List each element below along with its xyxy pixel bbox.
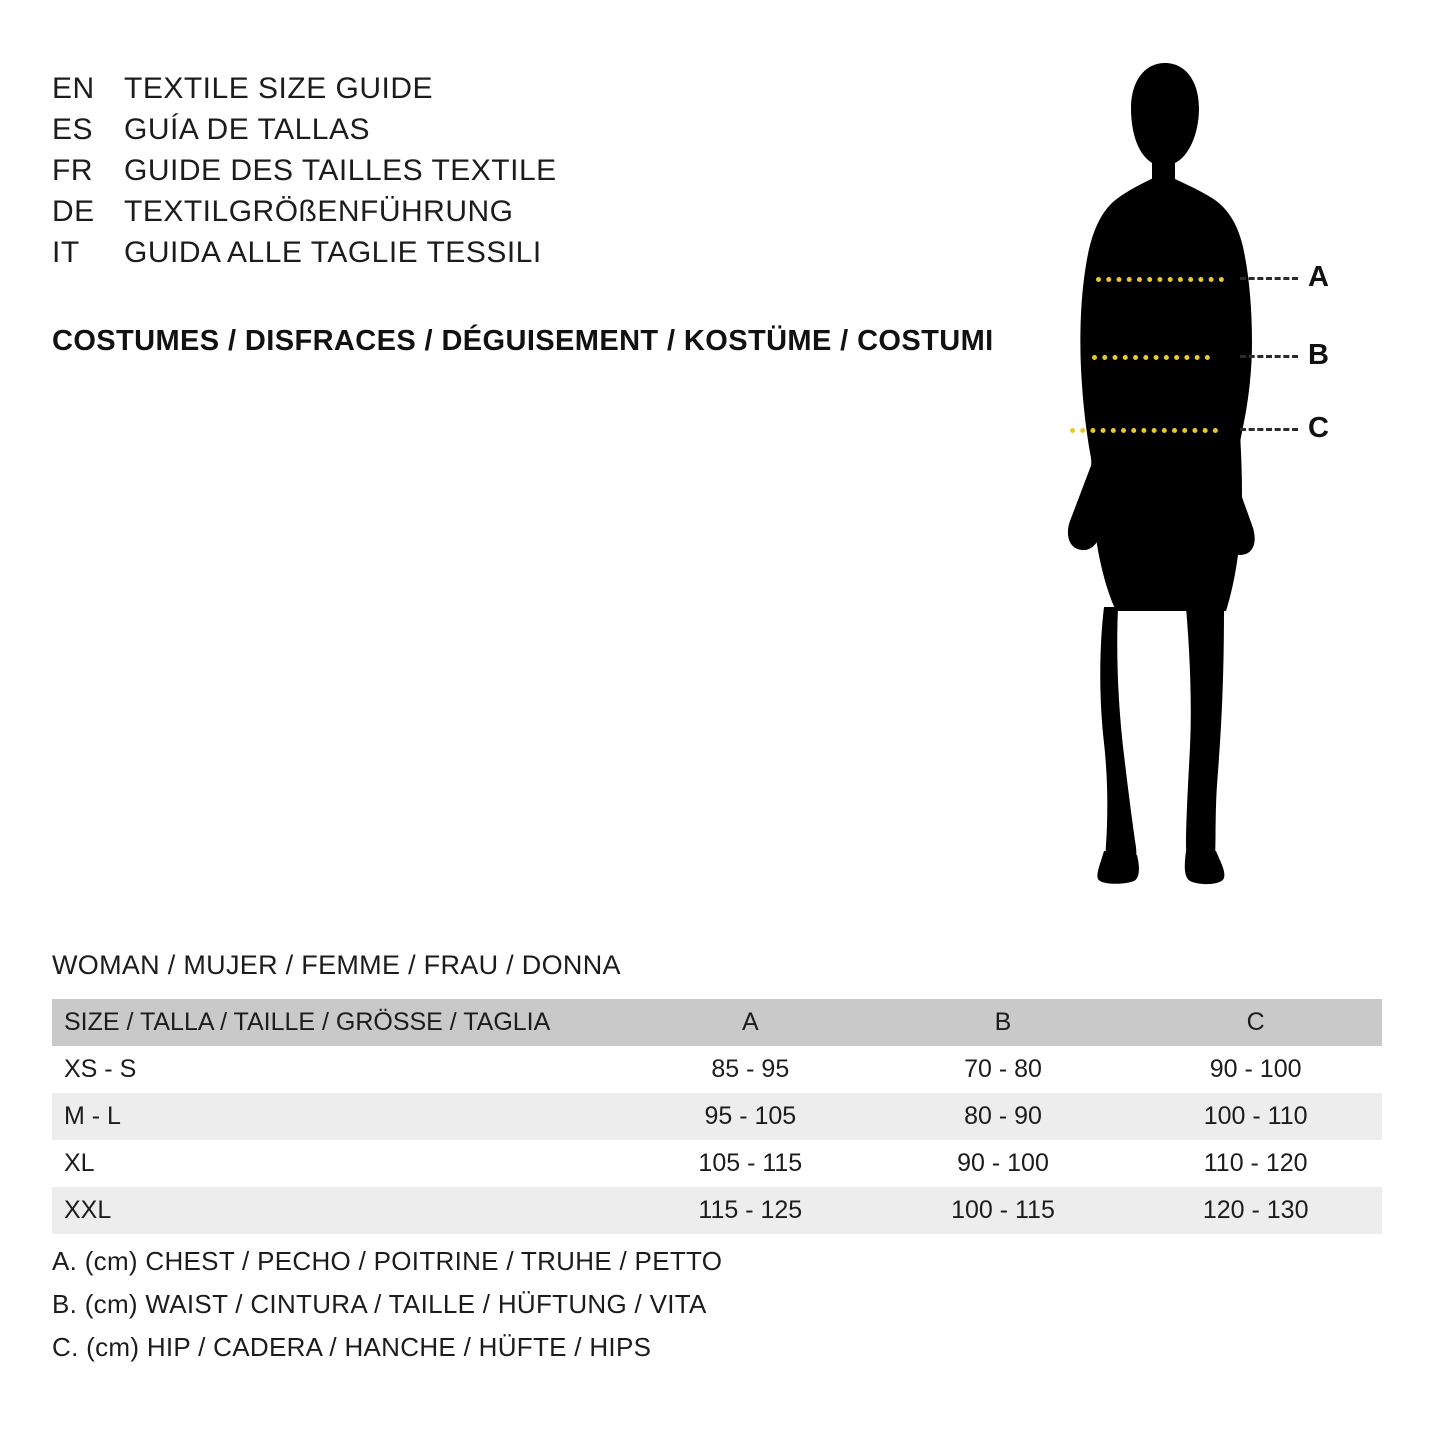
column-header-size: SIZE / TALLA / TAILLE / GRÖSSE / TAGLIA — [64, 1008, 551, 1036]
measure-label-a: A — [1308, 261, 1329, 293]
measure-label-c: C — [1308, 412, 1329, 444]
language-code: FR — [52, 154, 93, 187]
language-row — [52, 236, 952, 277]
table-caption: WOMAN / MUJER / FEMME / FRAU / DONNA — [52, 950, 621, 980]
costumes-subtitle: COSTUMES / DISFRACES / DÉGUISEMENT / KOSTÜME / COSTUMI — [52, 325, 994, 357]
cell-size: M - L — [64, 1102, 121, 1130]
cell-b: 90 - 100 — [957, 1149, 1049, 1177]
cell-c: 90 - 100 — [1209, 1055, 1302, 1083]
column-header-b: B — [994, 1008, 1012, 1036]
cell-b: 80 - 90 — [964, 1102, 1042, 1130]
cell-a: 115 - 125 — [698, 1196, 803, 1224]
cell-a: 95 - 105 — [704, 1102, 797, 1130]
table-row — [52, 1093, 1382, 1140]
chest-measure-line — [1096, 277, 1224, 282]
language-title: GUIDA ALLE TAGLIE TESSILI — [124, 236, 542, 269]
language-code: DE — [52, 195, 95, 228]
column-header-c: C — [1246, 1008, 1265, 1036]
language-title: GUÍA DE TALLAS — [124, 113, 370, 146]
cell-b: 70 - 80 — [964, 1055, 1042, 1083]
language-row — [52, 113, 952, 154]
cell-size: XL — [64, 1149, 95, 1177]
legend-line-a: A. (cm) CHEST / PECHO / POITRINE / TRUHE / PETTO — [52, 1246, 723, 1276]
hip-lead-line — [1240, 428, 1298, 431]
table-row — [52, 1187, 1382, 1234]
size-table — [52, 999, 1382, 1234]
language-title: GUIDE DES TAILLES TEXTILE — [124, 154, 557, 187]
language-row — [52, 72, 952, 113]
waist-measure-line — [1092, 355, 1210, 360]
language-code: IT — [52, 236, 80, 269]
legend-line-b: B. (cm) WAIST / CINTURA / TAILLE / HÜFTUNG / VITA — [52, 1289, 707, 1319]
language-code: ES — [52, 113, 94, 146]
size-table-section — [52, 950, 1382, 1234]
cell-size: XXL — [64, 1196, 112, 1224]
table-row — [52, 1140, 1382, 1187]
language-row — [52, 154, 952, 195]
cell-c: 120 - 130 — [1202, 1196, 1309, 1224]
cell-a: 85 - 95 — [711, 1055, 790, 1083]
cell-c: 110 - 120 — [1203, 1149, 1308, 1177]
measure-label-b: B — [1308, 339, 1329, 371]
waist-lead-line — [1240, 355, 1298, 358]
language-code: EN — [52, 72, 95, 105]
language-title-block — [52, 72, 952, 277]
cell-a: 105 - 115 — [698, 1149, 803, 1177]
measurement-legend — [52, 1240, 1152, 1369]
hip-measure-line — [1070, 428, 1218, 433]
woman-silhouette-icon — [1000, 55, 1400, 895]
table-header-row — [52, 999, 1382, 1046]
chest-lead-line — [1240, 277, 1298, 280]
table-row — [52, 1046, 1382, 1093]
language-title: TEXTILE SIZE GUIDE — [124, 72, 434, 105]
legend-line-c: C. (cm) HIP / CADERA / HANCHE / HÜFTE / HIPS — [52, 1332, 652, 1362]
column-header-a: A — [741, 1008, 759, 1036]
cell-c: 100 - 110 — [1203, 1102, 1308, 1130]
cell-b: 100 - 115 — [951, 1196, 1055, 1224]
body-figure — [1000, 55, 1400, 895]
language-row — [52, 195, 952, 236]
cell-size: XS - S — [64, 1055, 137, 1083]
language-title: TEXTILGRÖßENFÜHRUNG — [124, 195, 514, 228]
